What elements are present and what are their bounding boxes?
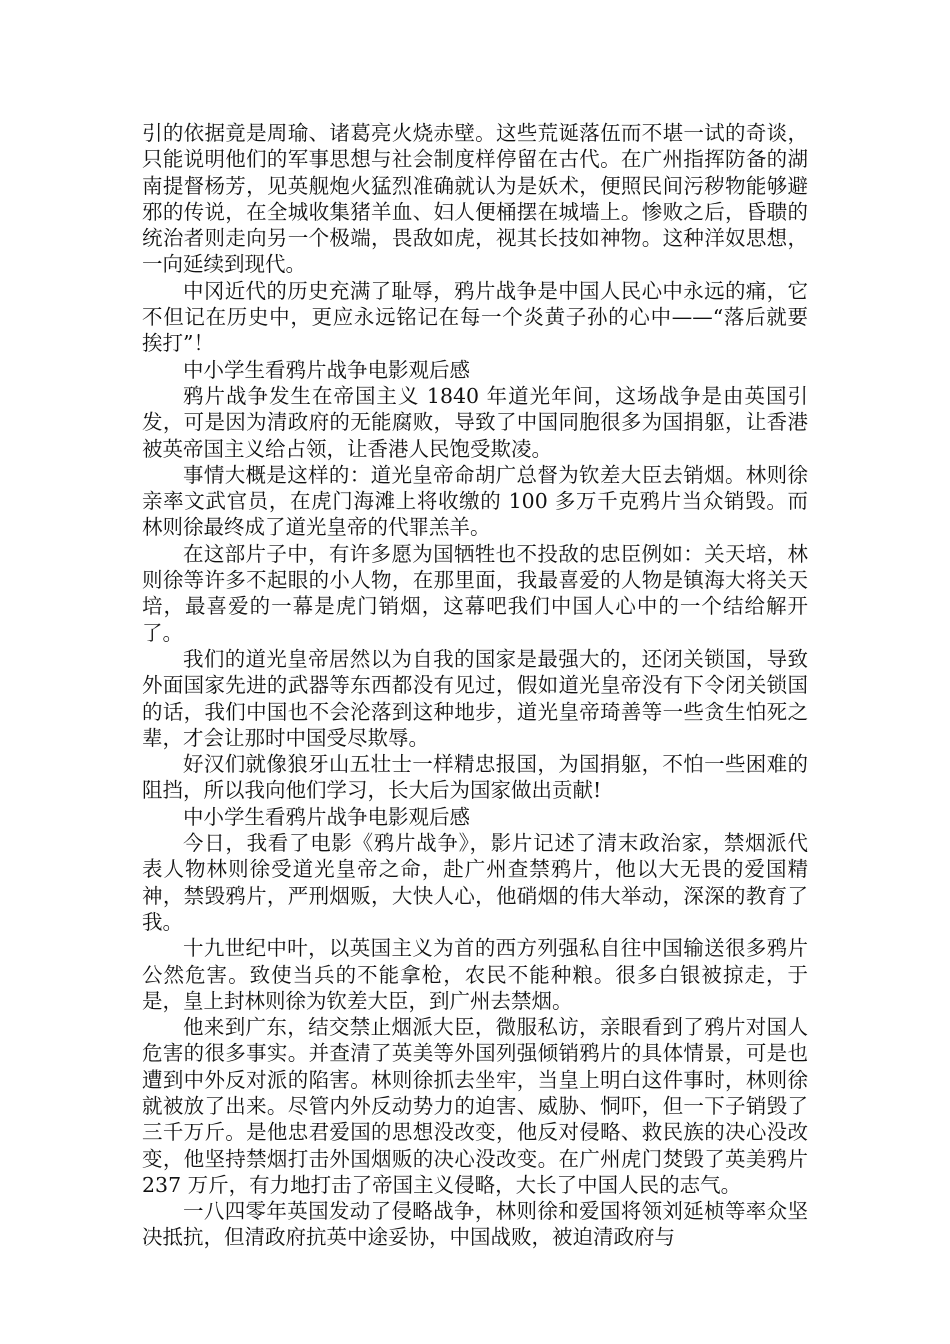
section-title: 中小学生看鸦片战争电影观后感 (183, 804, 470, 829)
paragraph: 好汉们就像狼牙山五壮士一样精忠报国，为国捐躯，不怕一些困难的阻挡，所以我向他们学习，长大后为国家做出贡献! (142, 752, 808, 803)
paragraph: 事情大概是这样的：道光皇帝命胡广总督为钦差大臣去销烟。林则徐亲率文武官员，在虎门海滩上将收缴的 100 多万千克鸦片当众销毁。而林则徐最终成了道光皇帝的代罪羔羊。 (142, 462, 808, 540)
paragraph: 十九世纪中叶，以英国主义为首的西方列强私自往中国输送很多鸦片公然危害。致使当兵的不能拿枪，农民不能种粮。很多白银被掠走，于是，皇上封林则徐为钦差大臣，到广州去禁烟。 (142, 936, 808, 1013)
paragraph-continued: 引的依据竟是周瑜、诸葛亮火烧赤壁。这些荒诞落伍而不堪一试的奇谈，只能说明他们的军事思想与社会制度样停留在古代。在广州指挥防备的湖南提督杨芳，见英舰炮火猛烈准确就认为是妖术，便照民间污秽物能够避邪的传说，在全城收集猪羊血、妇人便桶摆在城墙上。惨败之后，昏聩的统治者则走向另一个极端，畏敌如虎，视其长技如神物。这种洋奴思想，一向延续到现代。 (142, 121, 808, 277)
section-title: 中小学生看鸦片战争电影观后感 (183, 357, 470, 382)
paragraph: 一八四零年英国发动了侵略战争，林则徐和爱国将领刘延桢等率众坚决抵抗，但清政府抗英中途妥协，中国战败，被迫清政府与 (142, 1199, 808, 1250)
paragraph: 今日，我看了电影《鸦片战争》，影片记述了清末政治家，禁烟派代表人物林则徐受道光皇帝之命，赴广州查禁鸦片，他以大无畏的爱国精神，禁毁鸦片，严刑烟贩，大快人心，他硝烟的伟大举动，深深的教育了我。 (142, 831, 808, 934)
paragraph: 我们的道光皇帝居然以为自我的国家是最强大的，还闭关锁国，导致外面国家先进的武器等东西都没有见过，假如道光皇帝没有下令闭关锁国的话，我们中国也不会沦落到这种地步，道光皇帝琦善等一些贪生怕死之辈，才会让那时中国受尽欺辱。 (142, 646, 808, 750)
paragraph: 中冈近代的历史充满了耻辱，鸦片战争是中国人民心中永远的痛，它不但记在历史中，更应永远铭记在每一个炎黄子孙的心中——“落后就要挨打”！ (142, 278, 808, 356)
paragraph: 鸦片战争发生在帝国主义 1840 年道光年间，这场战争是由英国引发，可是因为清政府的无能腐败，导致了中国同胞很多为国捐躯，让香港被英帝国主义给占领，让香港人民饱受欺凌。 (142, 383, 808, 461)
paragraph: 在这部片子中，有许多愿为国牺牲也不投敌的忠臣例如：关天培，林则徐等许多不起眼的小人物，在那里面，我最喜爱的人物是镇海大将关天培，最喜爱的一幕是虎门销烟，这幕吧我们中国人心中的一个结给解开了。 (142, 541, 808, 645)
paragraph: 他来到广东，结交禁止烟派大臣，微服私访，亲眼看到了鸦片对国人危害的很多事实。并查清了英美等外国列强倾销鸦片的具体情景，可是也遭到中外反对派的陷害。林则徐抓去坐牢，当皇上明白这件事时，林则徐就被放了出来。尽管内外反动势力的迫害、威胁、恫吓，但一下子销毁了三千万斤。是他忠君爱国的思想没改变，他反对侵略、救民族的决心没改变，他坚持禁烟打击外国烟贩的决心没改变。在广州虎门焚毁了英美鸦片 237 万斤，有力地打击了帝国主义侵略，大长了中国人民的志气。 (142, 1015, 808, 1197)
document-body (142, 120, 808, 1251)
